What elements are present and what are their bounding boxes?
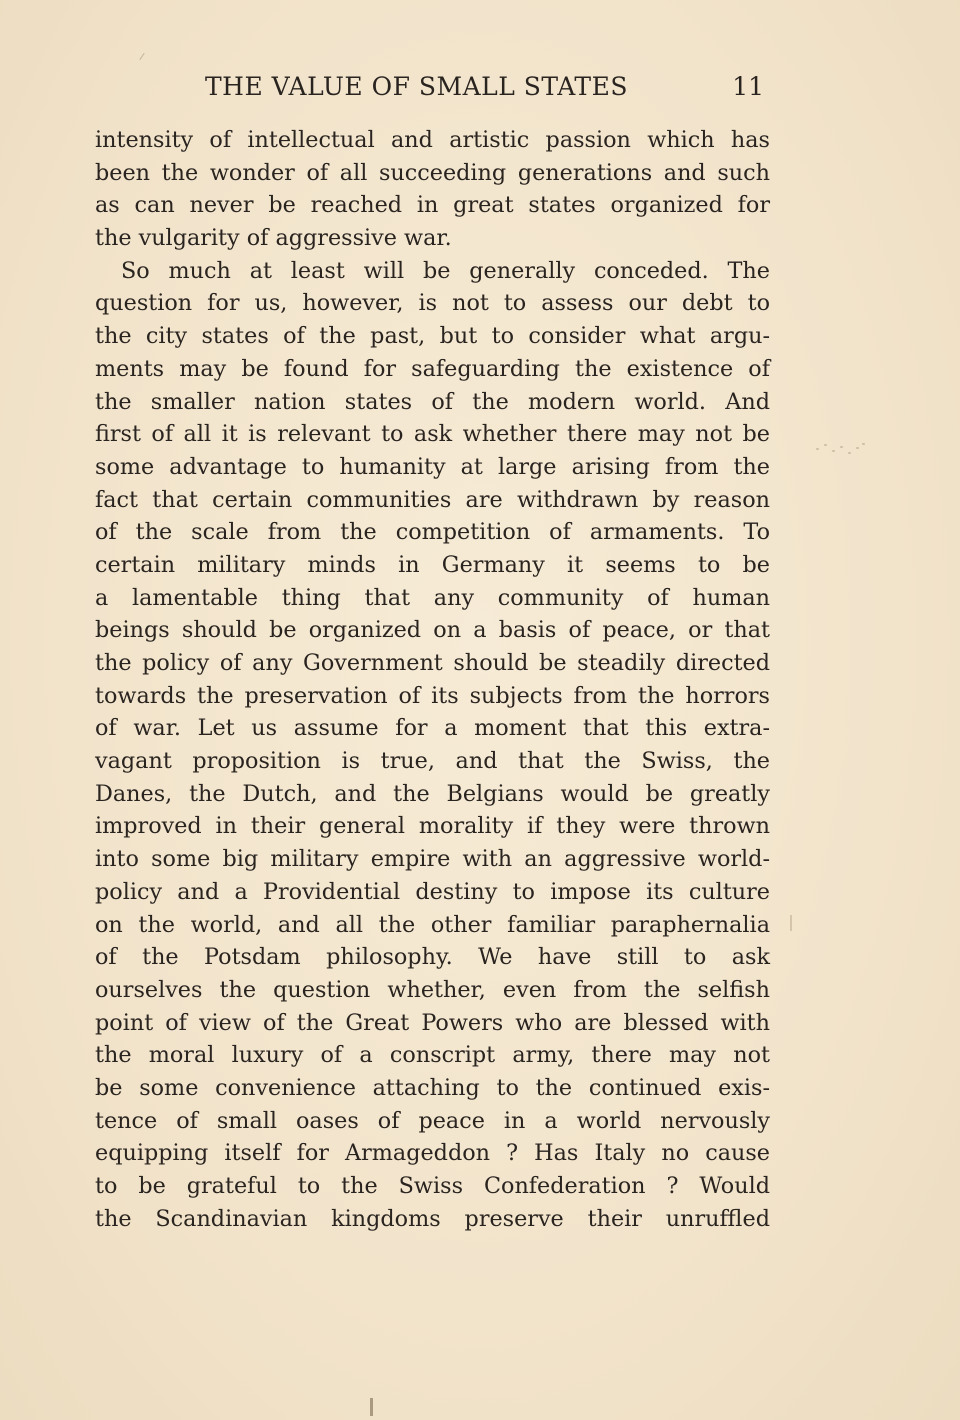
text-line: the Scandinavian kingdoms preserve their unruffled [95,1205,770,1232]
text-line: of the Potsdam philosophy. We have still to ask [95,944,770,971]
bottom-mark [370,1398,373,1416]
text-line: be some convenience attaching to the continued exis- [95,1074,770,1101]
paper-blemish [812,440,870,460]
text-line: improved in their general morality if they were thrown [95,813,770,840]
text-line: of the scale from the competition of armaments. To [95,519,770,546]
text-line: some advantage to humanity at large arising from the [95,453,770,480]
text-line: Danes, the Dutch, and the Belgians would be greatly [95,780,770,807]
text-line: been the wonder of all succeeding generations and such [95,159,770,186]
text-line: vagant proposition is true, and that the Swiss, the [95,748,770,775]
text-line: equipping itself for Armageddon ? Has Italy no cause [95,1140,770,1167]
pencil-mark [139,53,144,60]
text-line: fact that certain communities are withdrawn by reason [95,486,770,513]
text-line: policy and a Providential destiny to impose its culture [95,878,770,905]
text-line: first of all it is relevant to ask whether there may not be [95,421,770,448]
text-line: the smaller nation states of the modern world. And [95,388,770,415]
text-line: ments may be found for safeguarding the existence of [95,355,770,382]
text-line: of war. Let us assume for a moment that this extra- [95,715,770,742]
text-line: as can never be reached in great states organized for [95,192,770,219]
text-line: intensity of intellectual and artistic passion which has [95,127,770,153]
page-number: 11 [732,72,764,101]
text-line: the moral luxury of a conscript army, there may not [95,1042,770,1069]
text-line: into some big military empire with an aggressive world- [95,846,770,873]
running-title: THE VALUE OF SMALL STATES [205,72,628,101]
margin-mark [790,915,792,931]
text-line: question for us, however, is not to assess our debt to [95,290,770,317]
text-line: the vulgarity of aggressive war. [95,225,452,252]
text-line: towards the preservation of its subjects from the horrors [95,682,770,709]
text-line: certain military minds in Germany it seems to be [95,551,770,578]
text-line: tence of small oases of peace in a world nervously [95,1107,770,1134]
text-line: on the world, and all the other familiar paraphernalia [95,911,770,938]
running-head [95,72,770,108]
text-line: So much at least will be generally conceded. The [121,257,770,284]
text-line: a lamentable thing that any community of human [95,584,770,611]
text-line: the policy of any Government should be steadily directed [95,650,770,676]
text-line: ourselves the question whether, even from the selfish [95,976,770,1003]
text-line: point of view of the Great Powers who are blessed with [95,1009,770,1036]
text-line: to be grateful to the Swiss Confederation ? Would [95,1173,770,1199]
text-line: beings should be organized on a basis of peace, or that [95,617,770,644]
body-text [95,124,770,1235]
text-line: the city states of the past, but to consider what argu- [95,323,770,350]
